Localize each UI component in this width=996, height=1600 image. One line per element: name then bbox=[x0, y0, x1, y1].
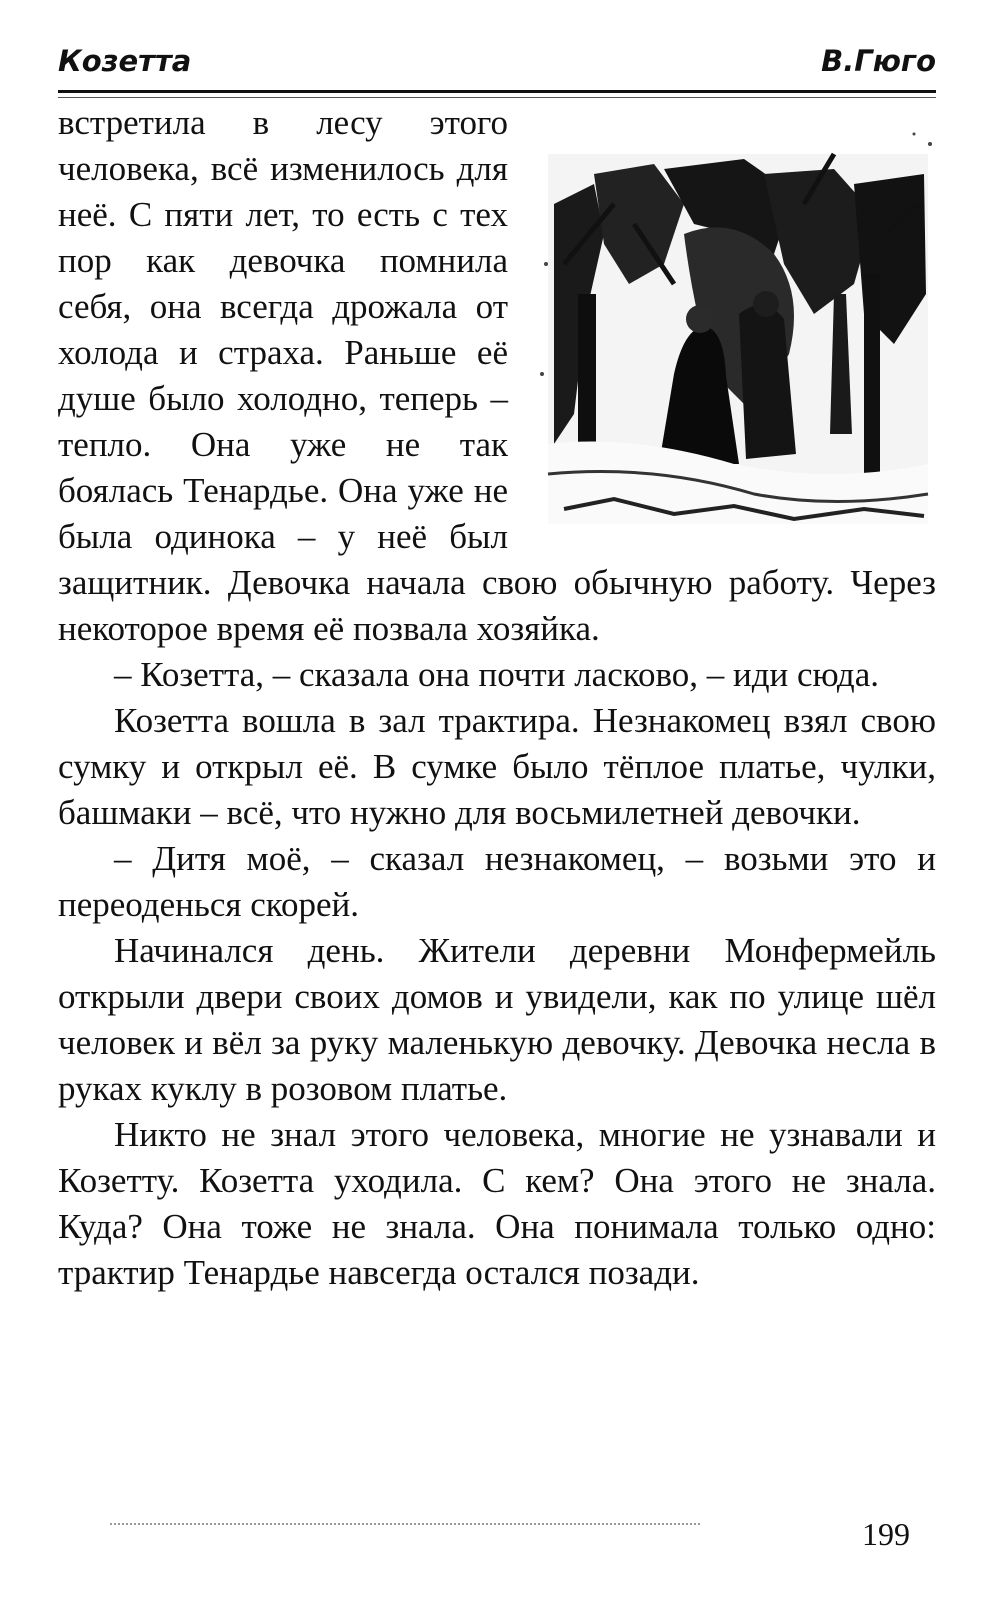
header-author: В.Гюго bbox=[821, 44, 936, 78]
paragraph-6: Никто не знал этого человека, многие не узнавали и Козетту. Козетта уходила. С кем? Она этого не знала. Куда? Она тоже не знала. Она понимала только одно: трактир Тенардье навсегда остался позади. bbox=[58, 1115, 936, 1292]
page-number: 199 bbox=[862, 1516, 910, 1552]
paragraph-1: встретила в лесу этого человека, всё изменилось для неё. С пяти лет, то есть с тех пор как девочка помнила себя, она всегда дрожала от холода и страха. Раньше её душе было холодно, теперь – тепло. Она уже не так боялась Тенардье. Она уже не была одинока – у неё был защитник. Девочка начала свою обычную работу. Через некоторое время её позвала хозяйка. bbox=[58, 103, 936, 648]
body-text bbox=[58, 100, 936, 1296]
paragraph-3: Козетта вошла в зал трактира. Незнакомец взял свою сумку и открыл её. В сумке было тёплое платье, чулки, башмаки – всё, что нужно для восьмилетней девочки. bbox=[58, 701, 936, 832]
illustration-image bbox=[534, 114, 936, 534]
paragraph-5: Начинался день. Жители деревни Монфермейль открыли двери своих домов и увидели, как по улице шёл человек и вёл за руку маленькую девочку. Девочка несла в руках куклу в розовом платье. bbox=[58, 931, 936, 1108]
forest-scene-illustration bbox=[534, 114, 936, 534]
footer-dotted-line bbox=[110, 1523, 700, 1529]
header-rule bbox=[58, 90, 936, 93]
header-title: Козетта bbox=[58, 44, 192, 78]
header-rule-thin bbox=[58, 97, 936, 98]
running-header bbox=[58, 44, 936, 84]
paragraph-4: – Дитя моё, – сказал незнакомец, – возьми это и переоденься скорей. bbox=[58, 839, 936, 924]
paragraph-2: – Козетта, – сказала она почти ласково, – иди сюда. bbox=[114, 655, 880, 694]
